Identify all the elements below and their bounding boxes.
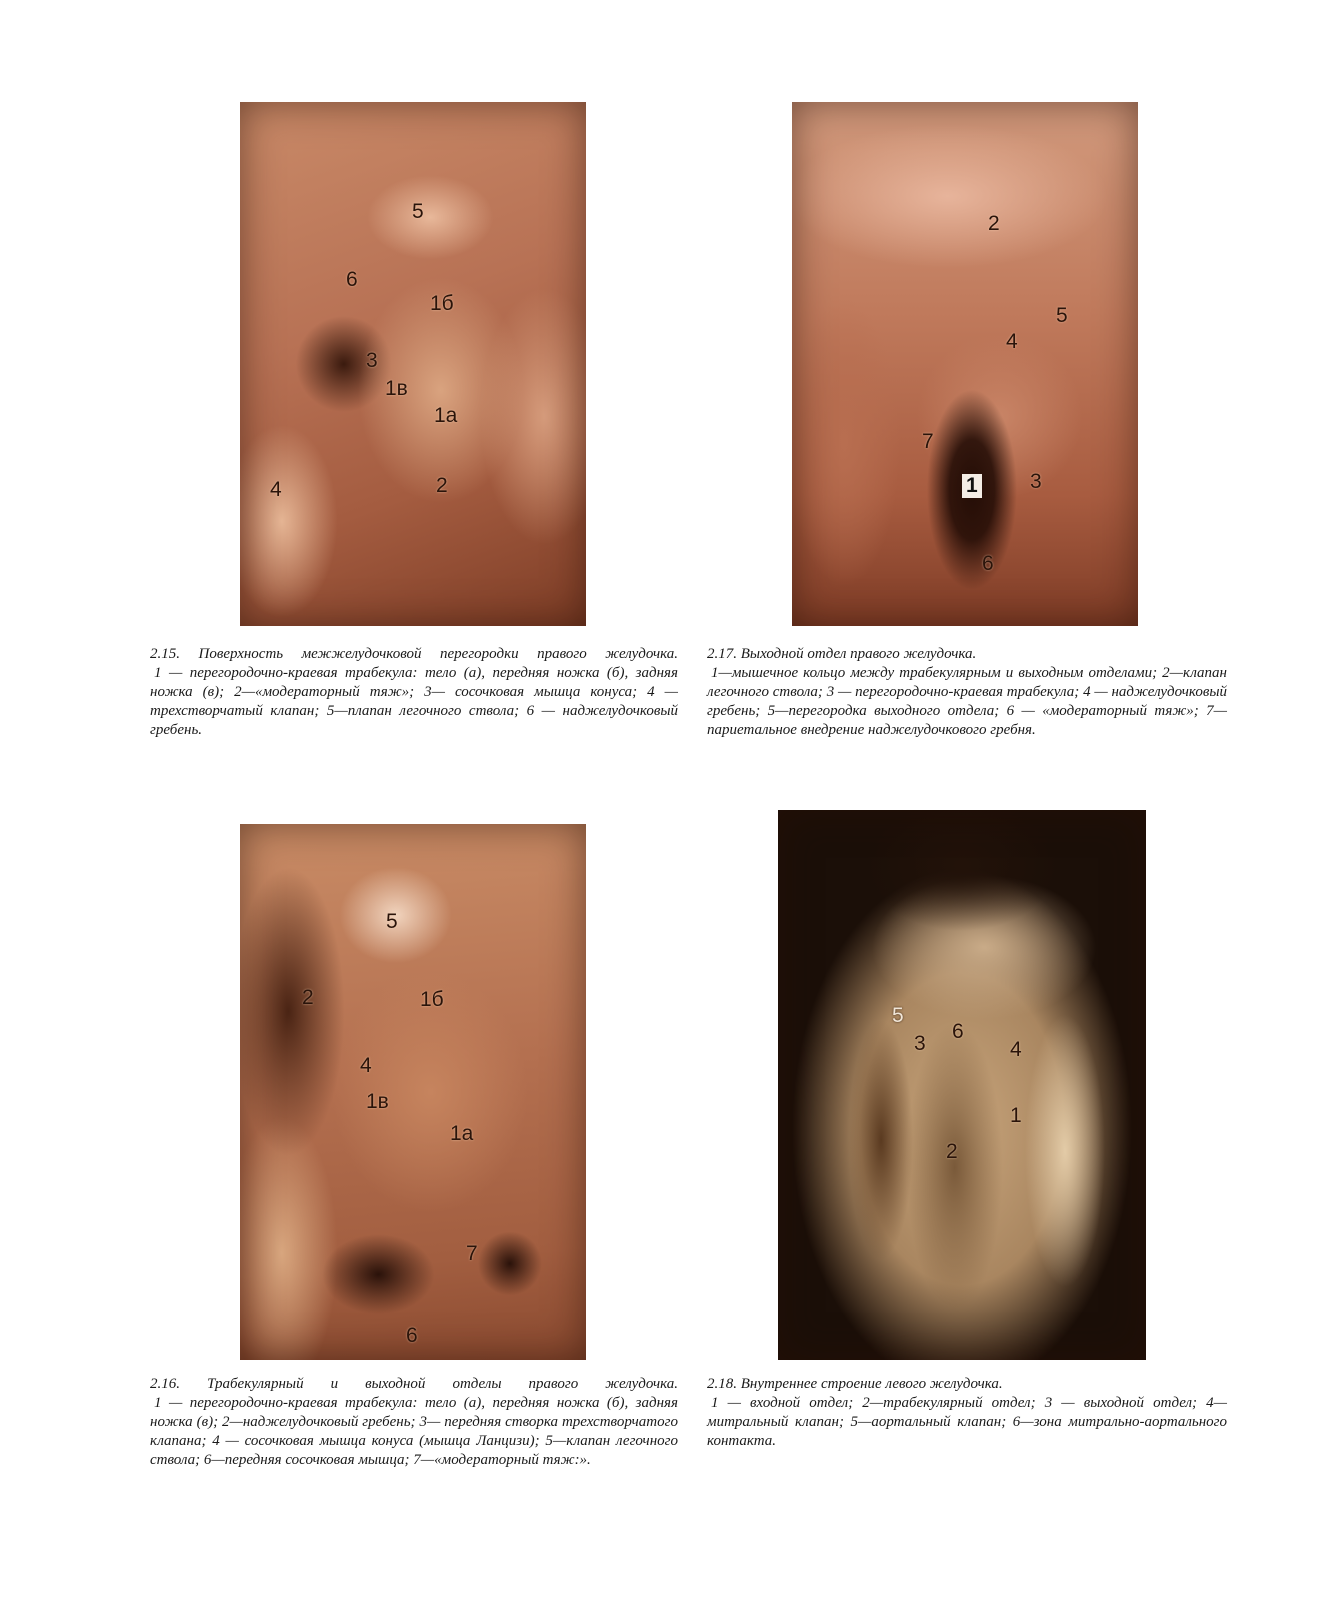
photo-label: 6 xyxy=(346,268,358,291)
caption-description: 1 — перегородочно-краевая трабекула: тело (а), передняя ножка (б), задняя ножка (в); 2—«модераторный тяж»; 3— сосочковая мышца конуса; 4 — трехстворчатый клапан; 5—плапан легочного ствола; 6 — наджелудочковый гребень. xyxy=(150,665,678,738)
photo-label: 7 xyxy=(466,1242,478,1265)
photo-label: 2 xyxy=(302,986,314,1009)
figure-2-15-caption xyxy=(150,645,678,740)
photo-label: 1 xyxy=(962,474,982,498)
photo-label: 5 xyxy=(892,1004,904,1027)
figure-2-18-photo xyxy=(778,810,1146,1360)
figure-2-18-caption xyxy=(707,1375,1227,1451)
photo-label: 1б xyxy=(420,988,444,1011)
photo-label: 4 xyxy=(1010,1038,1022,1061)
figure-2-16-photo xyxy=(240,824,586,1360)
photo-label: 2 xyxy=(946,1140,958,1163)
photo-label: 4 xyxy=(1006,330,1018,353)
photo-label: 7 xyxy=(922,430,934,453)
photo-label: 3 xyxy=(366,349,378,372)
photo-label: 6 xyxy=(982,552,994,575)
photo-label: 3 xyxy=(1030,470,1042,493)
photo-label: 5 xyxy=(386,910,398,933)
caption-description: 1 — входной отдел; 2—трабекулярный отдел; 3 — выходной отдел; 4—митральный клапан; 5—аортальный клапан; 6—зона митрально-аортального контакта. xyxy=(707,1395,1227,1449)
photo-label: 2 xyxy=(436,474,448,497)
photo-label: 6 xyxy=(406,1324,418,1347)
figure-2-16-caption xyxy=(150,1375,678,1470)
photo-label: 2 xyxy=(988,212,1000,235)
photo-label: 4 xyxy=(270,478,282,501)
photo-label: 1в xyxy=(366,1090,389,1113)
caption-title: 2.15. Поверхность межжелудочковой перегородки правого желудочка. xyxy=(150,646,678,662)
caption-title: 2.17. Выходной отдел правого желудочка. xyxy=(707,646,977,662)
photo-label: 1в xyxy=(385,377,408,400)
photo-label: 1 xyxy=(1010,1104,1022,1127)
photo-label: 5 xyxy=(412,200,424,223)
caption-description: 1—мышечное кольцо между трабекулярным и выходным отделами; 2—клапан легочного ствола; 3 — перегородочно-краевая трабекула; 4 — наджелудочковый гребень; 5—перегородка выходного отдела; 6 — «модераторный тяж»; 7—париетальное внедрение наджелудочкового гребня. xyxy=(707,665,1227,738)
figure-2-15-photo xyxy=(240,102,586,626)
photo-label: 1а xyxy=(450,1122,474,1145)
photo-label: 6 xyxy=(952,1020,964,1043)
figure-2-17-photo xyxy=(792,102,1138,626)
photo-label: 4 xyxy=(360,1054,372,1077)
photo-label: 3 xyxy=(914,1032,926,1055)
caption-title: 2.16. Трабекулярный и выходной отделы правого желудочка. xyxy=(150,1376,678,1392)
photo-label: 5 xyxy=(1056,304,1068,327)
photo-label: 1б xyxy=(430,292,454,315)
caption-title: 2.18. Внутреннее строение левого желудочка. xyxy=(707,1376,1003,1392)
photo-label: 1а xyxy=(434,404,458,427)
caption-description: 1 — перегородочно-краевая трабекула: тело (а), передняя ножка (б), задняя ножка (в); 2—наджелудочковый гребень; 3— передняя створка трехстворчатого клапана; 4 — сосочковая мышца конуса (мышца Ланцизи); 5—клапан легочного ствола; 6—передняя сосочковая мышца; 7—«модераторный тяж:». xyxy=(150,1395,678,1468)
figure-2-17-caption xyxy=(707,645,1227,740)
